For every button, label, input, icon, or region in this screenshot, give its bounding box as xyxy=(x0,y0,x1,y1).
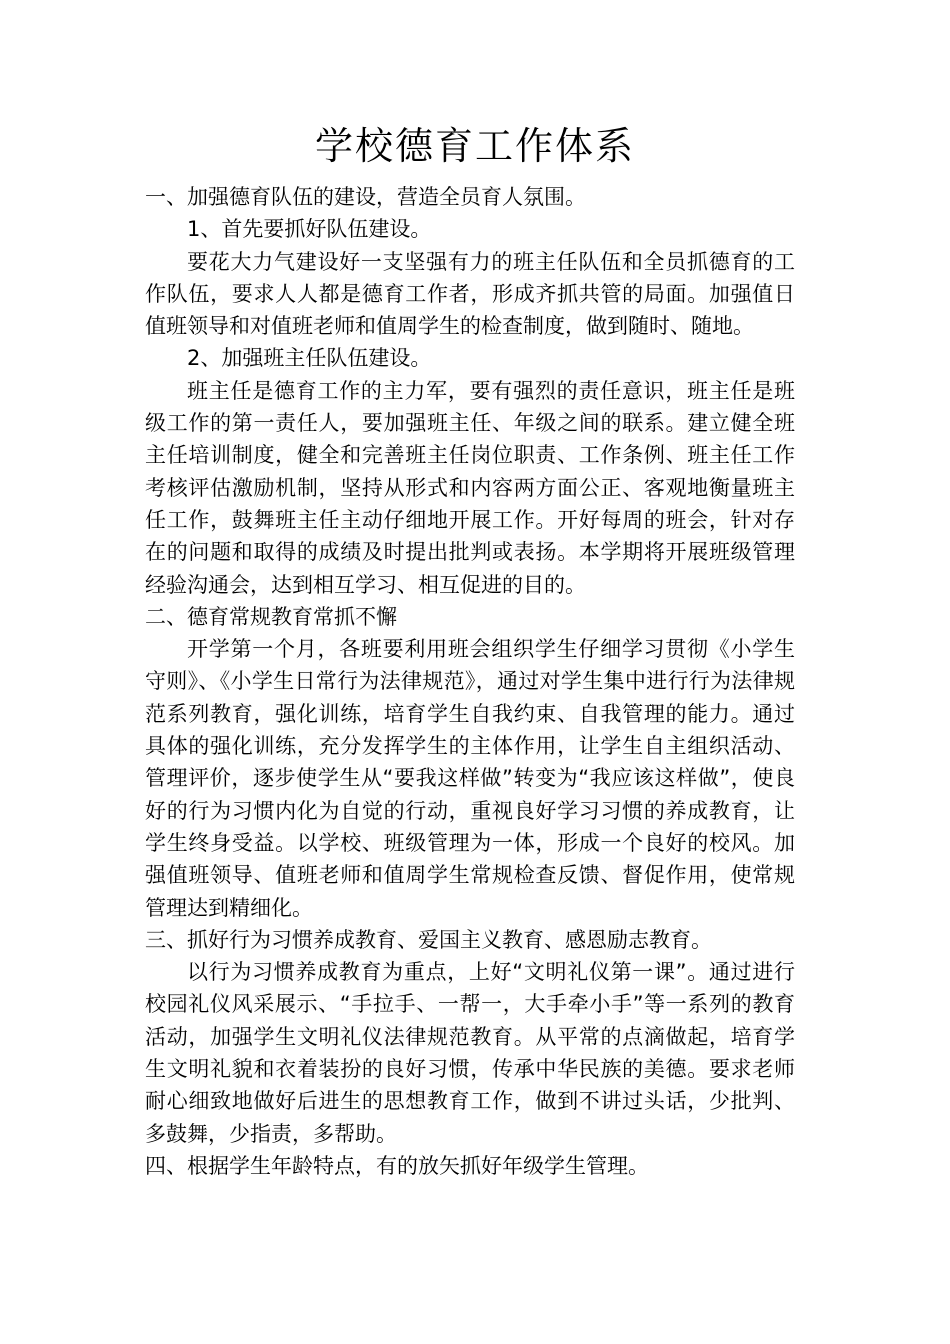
section-heading-3: 三、抓好行为习惯养成教育、爱国主义教育、感恩励志教育。 xyxy=(145,927,712,952)
document-title: 学校德育工作体系 xyxy=(314,124,635,168)
section-heading-4: 四、根据学生年龄特点，有的放矢抓好年级学生管理。 xyxy=(145,1153,649,1178)
paragraph-1-1: 要花大力气建设好一支坚强有力的班主任队伍和全员抓德育的工作队伍，要求人人都是德育工作者，形成齐抓共管的局面。加强值日值班领导和对值班老师和值周学生的检查制度，做到随时、随地。 xyxy=(145,249,795,339)
document-body xyxy=(145,181,795,1182)
subheading-1-2: 2、加强班主任队伍建设。 xyxy=(187,346,432,371)
section-heading-1: 一、加强德育队伍的建设，营造全员育人氛围。 xyxy=(145,185,586,209)
paragraph-1-2: 班主任是德育工作的主力军，要有强烈的责任意识，班主任是班级工作的第一责任人，要加强班主任、年级之间的联系。建立健全班主任培训制度，健全和完善班主任岗位职责、工作条例、班主任工作考核评估激励机制，坚持从形式和内容两方面公正、客观地衡量班主任工作，鼓舞班主任主动仔细地开展工作。开好每周的班会，针对存在的问题和取得的成绩及时提出批判或表扬。本学期将开展班级管理经验沟通会，达到相互学习、相互促进的目的。 xyxy=(145,378,795,597)
paragraph-3: 以行为习惯养成教育为重点，上好“文明礼仪第一课”。通过进行校园礼仪风采展示、“手拉手、一帮一，大手牵小手”等一系列的教育活动，加强学生文明礼仪法律规范教育。从平常的点滴做起，培育学生文明礼貌和衣着装扮的良好习惯，传承中华民族的美德。要求老师耐心细致地做好后进生的思想教育工作，做到不讲过头话，少批判、多鼓舞，少指责，多帮助。 xyxy=(145,960,795,1146)
paragraph-2: 开学第一个月，各班要利用班会组织学生仔细学习贯彻《小学生守则》、《小学生日常行为法律规范》，通过对学生集中进行行为法律规范系列教育，强化训练，培育学生自我约束、自我管理的能力。通过具体的强化训练，充分发挥学生的主体作用，让学生自主组织活动、管理评价，逐步使学生从“要我这样做”转变为“我应该这样做”，使良好的行为习惯内化为自觉的行动，重视良好学习习惯的养成教育，让学生终身受益。以学校、班级管理为一体，形成一个良好的校风。加强值班领导、值班老师和值周学生常规检查反馈、督促作用，使常规管理达到精细化。 xyxy=(145,637,795,920)
section-heading-2: 二、德育常规教育常抓不懈 xyxy=(145,604,397,629)
subheading-1-1: 1、首先要抓好队伍建设。 xyxy=(187,217,432,242)
